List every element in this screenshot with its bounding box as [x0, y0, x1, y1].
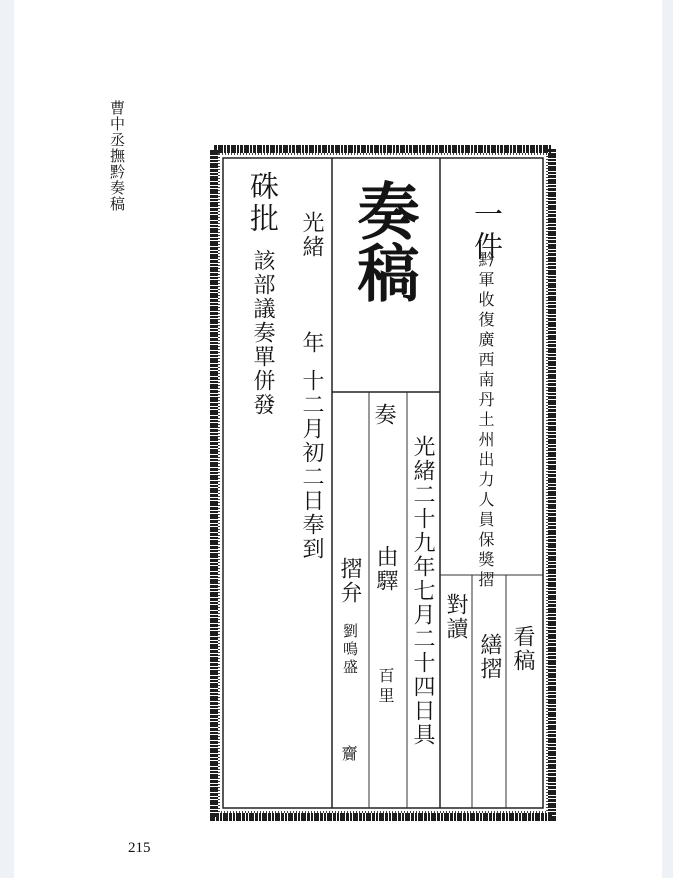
- memorial-label: 奏: [371, 403, 396, 427]
- received-year: 年: [299, 331, 324, 355]
- drafted-date: 光緒二十九年七月二十四日具: [410, 435, 435, 747]
- note-proofread: 對讀: [443, 593, 468, 641]
- running-title: 曹中丞撫黔奏稿: [108, 100, 126, 212]
- rescript-text: 該部議奏單併發: [250, 249, 275, 417]
- page-number: 215: [128, 840, 151, 856]
- courier-method: 由驛: [373, 545, 398, 593]
- bearer-name: 劉鳴盛: [341, 623, 359, 677]
- note-fair-copy: 繕摺: [477, 633, 502, 681]
- rescript-label: 硃批: [246, 171, 280, 235]
- received-date: 十二月初二日奉到: [299, 369, 324, 561]
- item-heading: 一件: [470, 199, 504, 263]
- bearer-suffix: 齎: [339, 745, 358, 765]
- note-review-draft: 看稿: [510, 625, 535, 673]
- document-plate: [204, 145, 556, 821]
- scanned-page: [14, 0, 662, 878]
- received-era: 光緒: [299, 211, 324, 259]
- item-subject: 黔軍收復廣西南丹土州出力人員保獎摺: [476, 251, 495, 591]
- courier-distance: 百里: [376, 667, 395, 707]
- document-title: 奏稿: [347, 179, 420, 303]
- bearer-label: 摺弁: [337, 557, 362, 605]
